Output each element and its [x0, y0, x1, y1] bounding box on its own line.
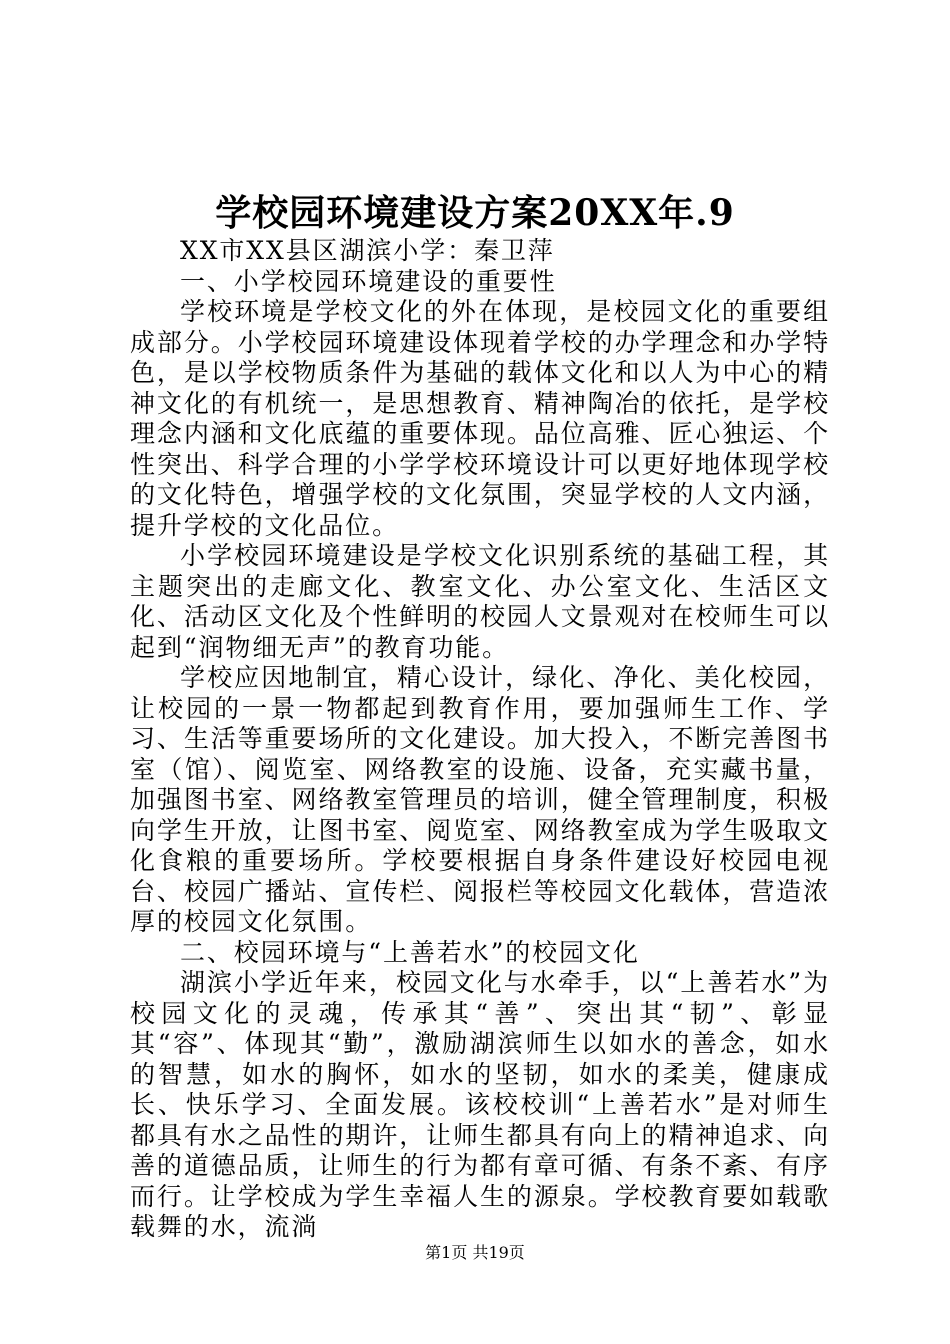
paragraph: 学校环境是学校文化的外在体现，是校园文化的重要组成部分。小学校园环境建设体现着学校的办学理念和办学特色，是以学校物质条件为基础的载体文化和以人为中心的精神文化的有机统一，是思想教育、精神陶冶的依托，是学校理念内涵和文化底蕴的重要体现。品位高雅、匠心独运、个性突出、科学合理的小学学校环境设计可以更好地体现学校的文化特色，增强学校的文化氛围，突显学校的人文内涵，提升学校的文化品位。	[130, 297, 830, 540]
section-heading-1: 一、小学校园环境建设的重要性	[180, 266, 557, 296]
document-body	[130, 236, 830, 1243]
author-line: XX市XX县区湖滨小学：秦卫萍	[180, 236, 555, 265]
document-title: 学校园环境建设方案20XX年.9	[215, 192, 735, 234]
paragraph: 湖滨小学近年来，校园文化与水牵手，以“上善若水”为校园文化的灵魂，传承其“善”、突出其“韧”、彰显其“容”、体现其“勤”，激励湖滨师生以如水的善念，如水的智慧，如水的胸怀，如水的坚韧，如水的柔美，健康成长、快乐学习、全面发展。该校校训“上善若水”是对师生都具有水之品性的期许，让师生都具有向上的精神追求、向善的道德品质，让师生的行为都有章可循、有条不紊、有序而行。让学校成为学生幸福人生的源泉。学校教育要如载歌载舞的水，流淌	[130, 968, 830, 1241]
paragraph: 小学校园环境建设是学校文化识别系统的基础工程，其主题突出的走廊文化、教室文化、办公室文化、生活区文化、活动区文化及个性鲜明的校园人文景观对在校师生可以起到“润物细无声”的教育功能。	[130, 541, 830, 662]
page-footer	[0, 1240, 950, 1263]
page-indicator: 第1页 共19页	[425, 1243, 525, 1262]
section-heading-2: 二、校园环境与“上善若水”的校园文化	[180, 937, 640, 967]
paragraph: 学校应因地制宜，精心设计，绿化、净化、美化校园，让校园的一景一物都起到教育作用，要加强师生工作、学习、生活等重要场所的文化建设。加大投入，不断完善图书室（馆）、阅览室、网络教室的设施、设备，充实藏书量，加强图书室、网络教室管理员的培训，健全管理制度，积极向学生开放，让图书室、阅览室、网络教室成为学生吸取文化食粮的重要场所。学校要根据自身条件建设好校园电视台、校园广播站、宣传栏、阅报栏等校园文化载体，营造浓厚的校园文化氛围。	[130, 663, 830, 936]
